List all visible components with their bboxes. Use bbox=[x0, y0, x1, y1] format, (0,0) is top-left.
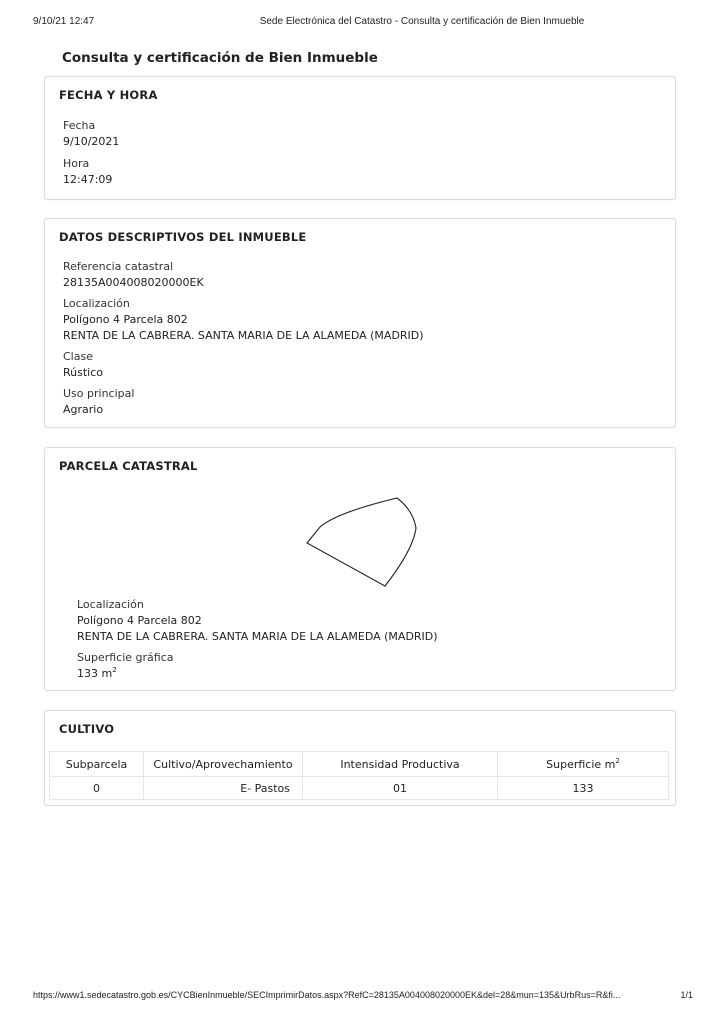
print-footer bbox=[33, 990, 693, 1004]
parcela-localizacion-line2: RENTA DE LA CABRERA. SANTA MARIA DE LA ALAMEDA (MADRID) bbox=[77, 630, 438, 643]
superficie-field bbox=[77, 650, 174, 682]
fecha-hora-card bbox=[44, 76, 676, 200]
fecha-hora-heading: FECHA Y HORA bbox=[59, 88, 158, 102]
cultivo-heading: CULTIVO bbox=[59, 722, 115, 736]
parcela-localizacion-line1: Polígono 4 Parcela 802 bbox=[77, 614, 202, 627]
superficie-label: Superficie gráfica bbox=[77, 651, 174, 664]
parcela-localizacion-label: Localización bbox=[77, 598, 144, 611]
print-page-title: Sede Electrónica del Catastro - Consulta y certificación de Bien Inmueble bbox=[259, 16, 585, 27]
print-page-number: 1/1 bbox=[680, 990, 693, 1000]
cell-intensidad: 01 bbox=[303, 777, 498, 800]
uso-field bbox=[63, 386, 134, 418]
col-cultivo: Cultivo/Aprovechamiento bbox=[144, 752, 303, 777]
parcela-heading: PARCELA CATASTRAL bbox=[59, 459, 198, 473]
uso-label: Uso principal bbox=[63, 387, 135, 400]
hora-field bbox=[63, 156, 112, 188]
cell-superficie: 133 bbox=[498, 777, 669, 800]
col-intensidad: Intensidad Productiva bbox=[303, 752, 498, 777]
parcela-catastral-card bbox=[44, 447, 676, 691]
fecha-label: Fecha bbox=[63, 119, 96, 132]
referencia-field bbox=[63, 259, 204, 291]
col-superficie: Superficie $m^2$ bbox=[498, 752, 669, 777]
localizacion-label: Localización bbox=[63, 297, 130, 310]
hora-label: Hora bbox=[63, 157, 90, 170]
localizacion-line2: RENTA DE LA CABRERA. SANTA MARIA DE LA ALAMEDA (MADRID) bbox=[63, 329, 424, 342]
parcel-outline bbox=[307, 498, 416, 586]
datos-descriptivos-card bbox=[44, 218, 676, 428]
clase-label: Clase bbox=[63, 350, 93, 363]
cell-cultivo: E- Pastos bbox=[144, 777, 303, 800]
cell-subparcela: 0 bbox=[50, 777, 144, 800]
clase-value: Rústico bbox=[63, 366, 103, 379]
print-header bbox=[0, 16, 720, 30]
hora-value: 12:47:09 bbox=[63, 173, 113, 186]
cultivo-card bbox=[44, 710, 676, 806]
referencia-label: Referencia catastral bbox=[63, 260, 174, 273]
datos-heading: DATOS DESCRIPTIVOS DEL INMUEBLE bbox=[59, 230, 307, 244]
table-row bbox=[50, 777, 669, 800]
print-datetime: 9/10/21 12:47 bbox=[33, 16, 95, 27]
fecha-field bbox=[63, 118, 119, 150]
col-subparcela: Subparcela bbox=[50, 752, 144, 777]
parcela-localizacion-field bbox=[77, 597, 438, 645]
fecha-value: 9/10/2021 bbox=[63, 135, 120, 148]
localizacion-field bbox=[63, 296, 424, 344]
uso-value: Agrario bbox=[63, 403, 104, 416]
localizacion-line1: Polígono 4 Parcela 802 bbox=[63, 313, 188, 326]
superficie-value: 133 $m^2$ bbox=[77, 666, 117, 680]
page-title: Consulta y certificación de Bien Inmueble bbox=[62, 50, 378, 66]
clase-field bbox=[63, 349, 103, 381]
print-url: https://www1.sedecatastro.gob.es/CYCBienInmueble/SECImprimirDatos.aspx?RefC=28135A004008020000EK&del=28&mun=135&UrbRus=R&fi... bbox=[33, 990, 621, 1000]
referencia-value: 28135A004008020000EK bbox=[63, 276, 204, 289]
cultivo-table-header bbox=[50, 752, 669, 777]
cultivo-table bbox=[49, 751, 669, 800]
